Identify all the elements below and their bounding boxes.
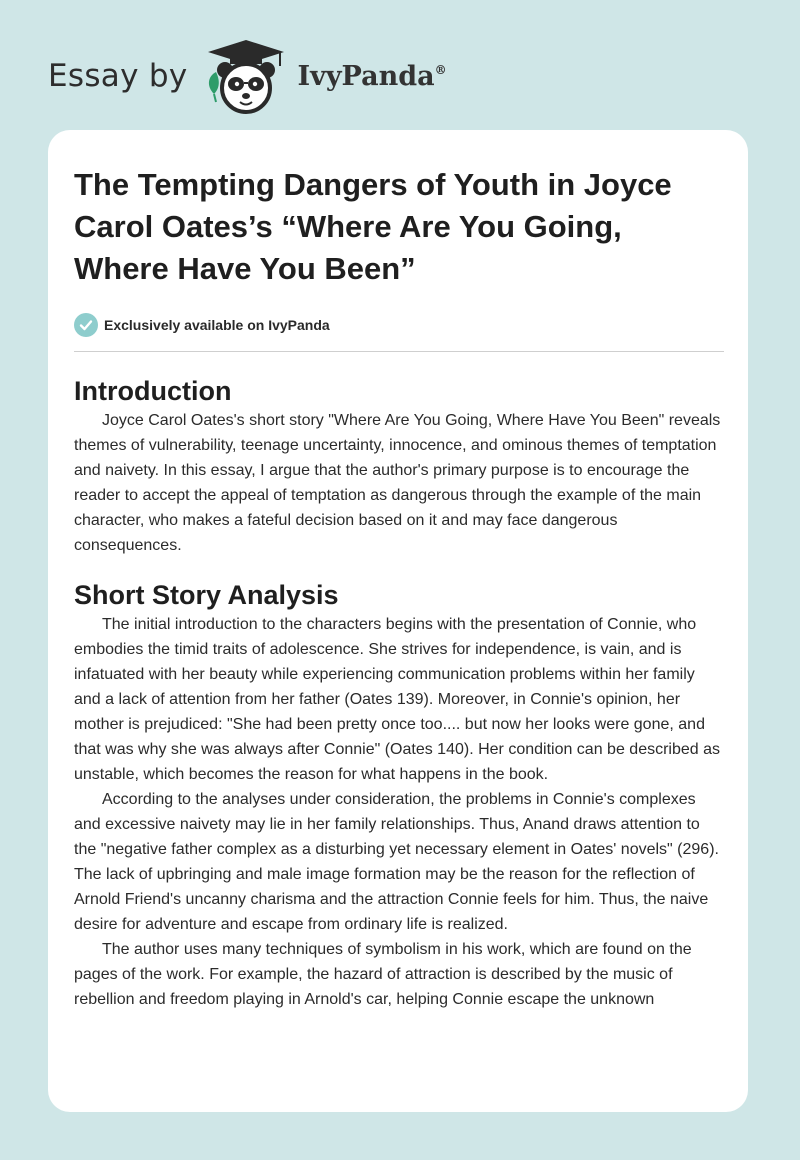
paragraph: Joyce Carol Oates's short story "Where Are You Going, Where Have You Been" reveals themes of vulnerability, teenage uncertainty, innocence, and ominous themes of temptation and naivety. In this essay, I argue that the author's primary purpose is to encourage the reader to accept the appeal of temptation as dangerous through the example of the main character, who makes a fateful decision based on it and may face dangerous consequences.	[74, 412, 721, 554]
section-heading-analysis: Short Story Analysis	[74, 580, 339, 610]
paragraph: The author uses many techniques of symbolism in his work, which are found on the pages of the work. For example, the hazard of attraction is described by the music of rebellion and freedom playing in Arnold's car, helping Connie escape the unknown	[74, 941, 692, 1008]
brand-header	[48, 36, 447, 116]
badge-label: Exclusively available on IvyPanda	[104, 317, 330, 333]
divider	[74, 351, 724, 352]
paragraph: The initial introduction to the characters begins with the presentation of Connie, who embodies the timid traits of adolescence. She strives for independence, is vain, and is infatuated with her beauty while experiencing communication problems within her family and a lack of attention from her father (Oates 139). Moreover, in Connie's opinion, her mother is prejudiced: "She had been pretty once too.... but now her looks were gone, and that was why she was always after Connie" (Oates 140). Her condition can be described as unstable, which becomes the reason for what happens in the book.	[74, 616, 721, 783]
essay-content	[74, 164, 724, 1012]
paragraph: According to the analyses under consideration, the problems in Connie's complexes and excessive naivety may lie in her family relationships. Thus, Anand draws attention to the "negative father complex as a disturbing yet necessary element in Oates' novels" (296). The lack of upbringing and male image formation may be the reason for the reflection of Arnold Friend's uncanny charisma and the attraction Connie feels for him. Thus, the naive desire for adventure and escape from ordinary life is realized.	[74, 791, 719, 933]
essay-card	[48, 130, 748, 1112]
panda-logo-icon	[200, 36, 292, 116]
brand-name: IvyPanda®	[297, 60, 447, 92]
section-heading-introduction: Introduction	[74, 376, 232, 406]
exclusive-badge	[74, 310, 724, 340]
brand-prefix: Essay by	[48, 58, 188, 94]
check-circle-icon	[74, 313, 98, 337]
essay-title: The Tempting Dangers of Youth in Joyce Carol Oates’s “Where Are You Going, Where Have You Been”	[74, 167, 672, 286]
